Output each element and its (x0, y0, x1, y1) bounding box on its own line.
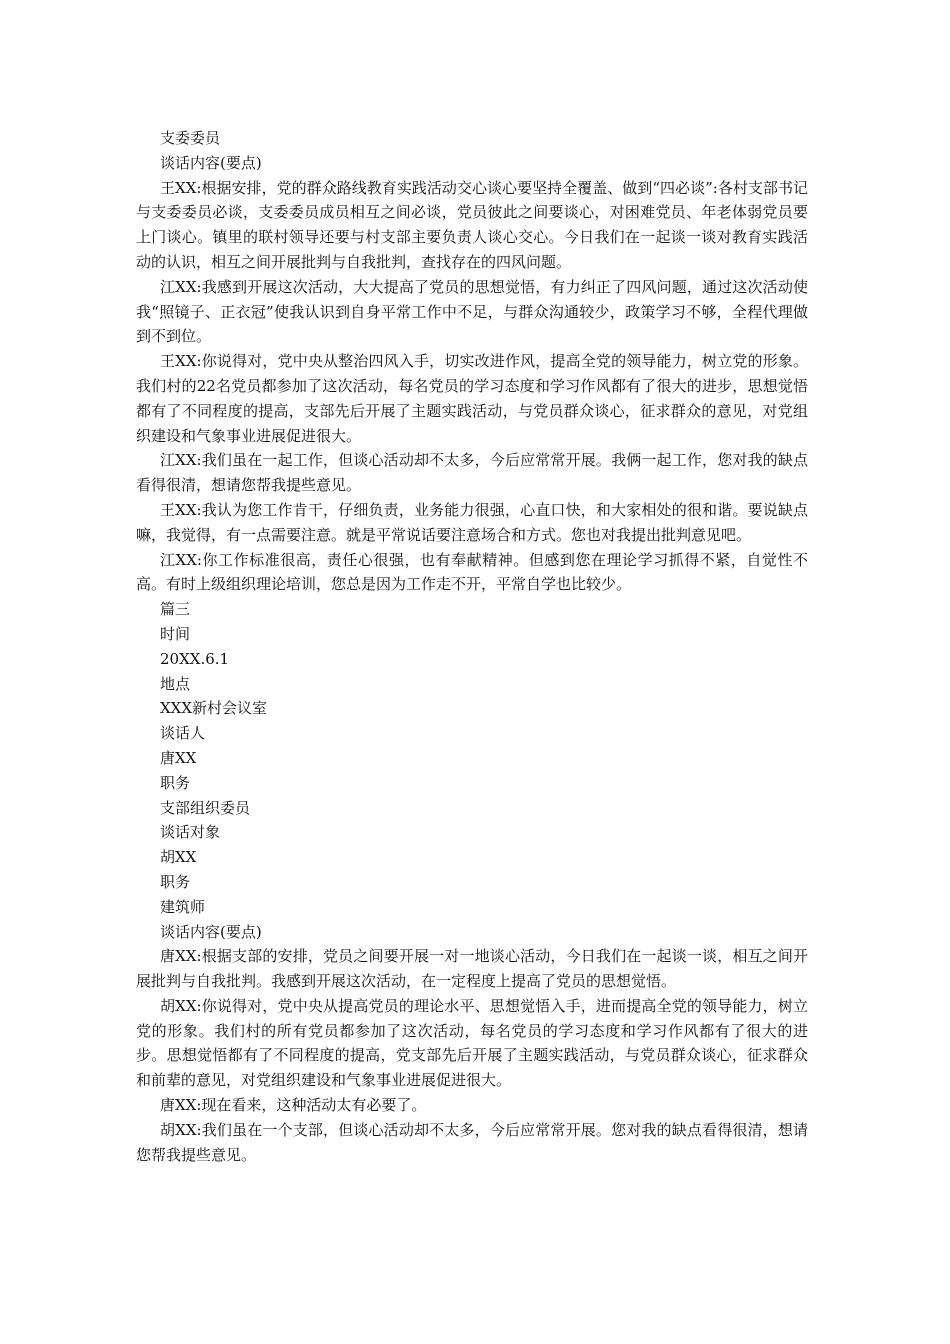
dialogue-paragraph: 王XX:你说得对，党中央从整治四风入手，切实改进作风，提高全党的领导能力，树立党的形象。我们村的22名党员都参加了这次活动，每名党员的学习态度和学习作风都有了很大的进步，思想觉悟都有了不同程度的提高，支部先后开展了主题实践活动，与党员群众谈心，征求群众的意见，对党组织建设和气象事业进展促进很大。 (136, 352, 808, 445)
section-heading: 谈话内容(要点) (160, 922, 262, 941)
field-label: 谈话对象 (160, 823, 221, 842)
field-value: 支部组织委员 (160, 798, 251, 817)
dialogue-paragraph: 王XX:我认为您工作肯干，仔细负责，业务能力很强，心直口快，和大家相处的很和谐。要说缺点嘛，我觉得，有一点需要注意。就是平常说话要注意场合和方式。您也对我提出批判意见吧。 (136, 500, 808, 544)
dialogue-paragraph: 胡XX:我们虽在一个支部，但谈心活动却不太多，今后应常常开展。您对我的缺点看得很清，想请您帮我提些意见。 (136, 1120, 808, 1164)
field-label: 职务 (160, 773, 191, 792)
field-value: 20XX.6.1 (160, 649, 230, 668)
field-label: 时间 (160, 624, 191, 643)
text-line: 支委委员 (160, 129, 221, 147)
section-title: 篇三 (160, 600, 191, 619)
section-heading: 谈话内容(要点) (160, 153, 262, 172)
field-value: 胡XX (160, 848, 197, 867)
field-value: XXX新村会议室 (160, 699, 268, 718)
field-value: 建筑师 (160, 897, 206, 916)
dialogue-paragraph: 江XX:我感到开展这次活动，大大提高了党员的思想觉悟，有力纠正了四风问题，通过这次活动使我“照镜子、正衣冠”使我认识到自身平常工作中不足，与群众沟通较少，政策学习不够，全程代理做到不到位。 (136, 277, 808, 346)
field-value: 唐XX (160, 748, 197, 767)
field-label: 谈话人 (160, 724, 206, 743)
dialogue-paragraph: 江XX:你工作标准很高，责任心很强，也有奉献精神。但感到您在理论学习抓得不紧，自觉性不高。有时上级组织理论培训，您总是因为工作走不开，平常自学也比较少。 (136, 550, 808, 594)
field-label: 地点 (160, 674, 191, 693)
dialogue-paragraph: 唐XX:现在看来，这种活动太有必要了。 (160, 1096, 427, 1115)
dialogue-paragraph: 唐XX:根据支部的安排，党员之间要开展一对一地谈心活动，今日我们在一起谈一谈，相互之间开展批判与自我批判。我感到开展这次活动，在一定程度上提高了党员的思想觉悟。 (136, 947, 808, 991)
dialogue-paragraph: 王XX:根据安排，党的群众路线教育实践活动交心谈心要坚持全覆盖、做到“四必谈”:各村支部书记与支委委员必谈，支委委员成员相互之间必谈，党员彼此之间要谈心，对困难党员、年老体弱党员要上门谈心。镇里的联村领导还要与村支部主要负责人谈心交心。今日我们在一起谈一谈对教育实践活动的认识，相互之间开展批判与自我批判，查找存在的四风问题。 (136, 178, 808, 271)
field-label: 职务 (160, 872, 191, 891)
document-body (136, 126, 808, 1167)
dialogue-paragraph: 胡XX:你说得对，党中央从提高党员的理论水平、思想觉悟入手，进而提高全党的领导能力，树立党的形象。我们村的所有党员都参加了这次活动，每名党员的学习态度和学习作风都有了很大的进步。思想觉悟都有了不同程度的提高，党支部先后开展了主题实践活动，与党员群众谈心，征求群众和前辈的意见，对党组织建设和气象事业进展促进很大。 (136, 996, 808, 1090)
dialogue-paragraph: 江XX:我们虽在一起工作，但谈心活动却不太多，今后应常常开展。我俩一起工作，您对我的缺点看得很清，想请您帮我提些意见。 (136, 451, 808, 495)
